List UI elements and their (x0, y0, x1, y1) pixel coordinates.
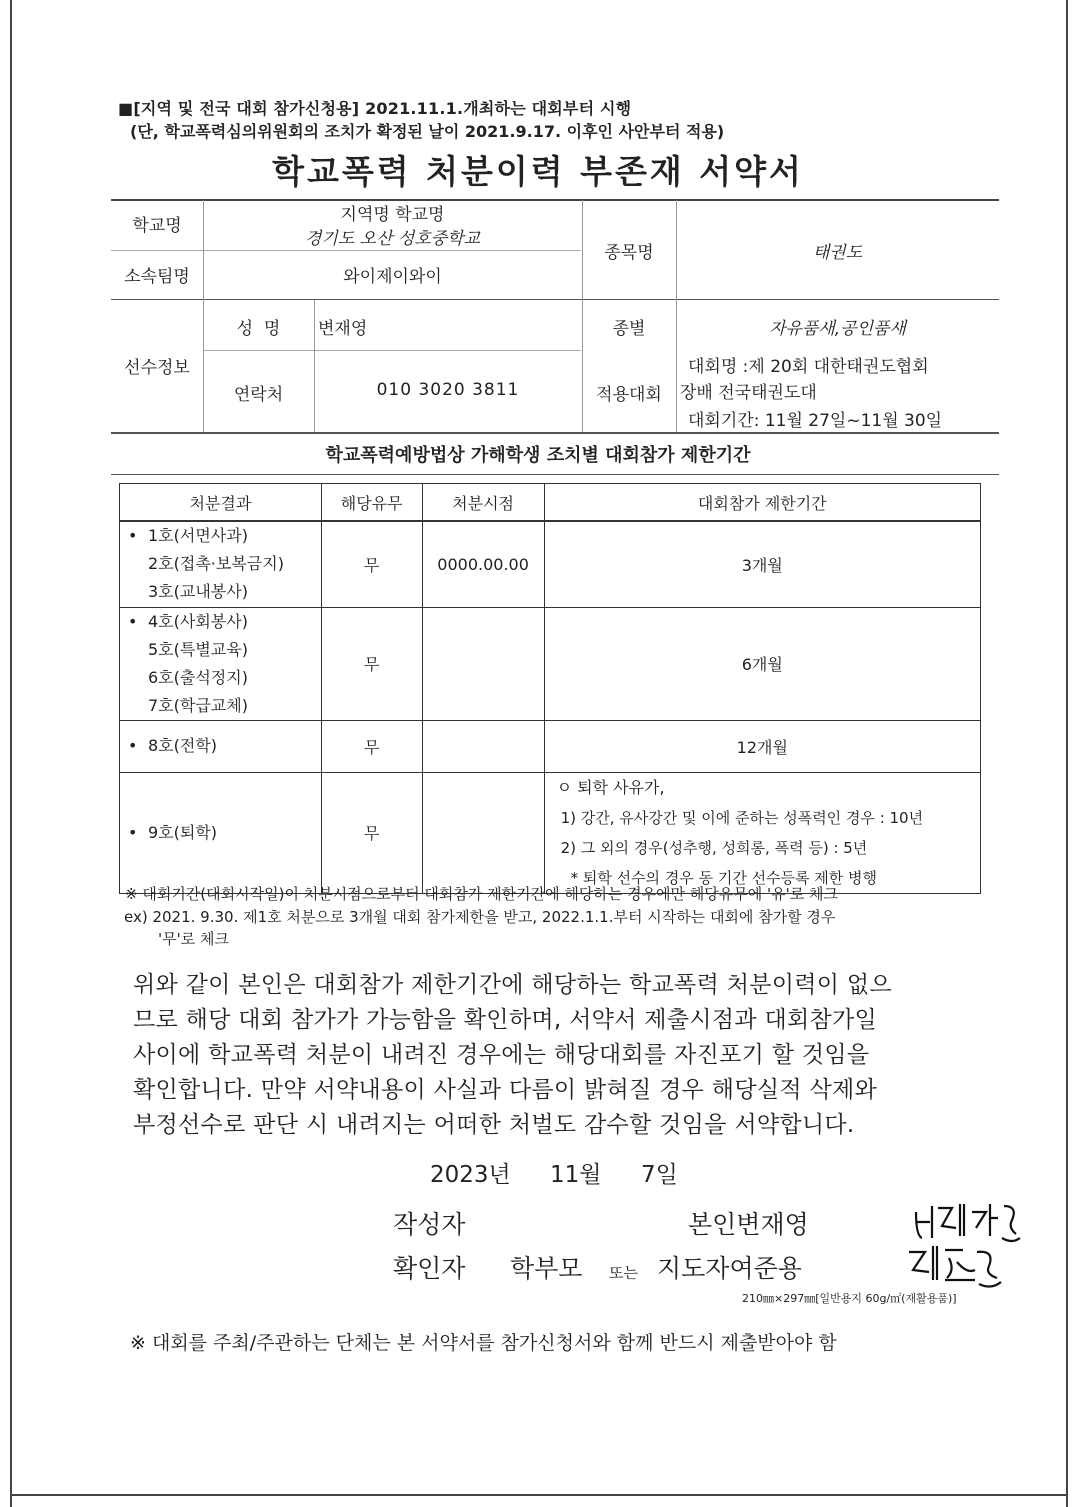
pledge-line: 므로 해당 대회 참가가 가능함을 확인하며, 서약서 제출시점과 대회참가일 (133, 1007, 878, 1033)
restriction-table (119, 483, 981, 894)
date-cell: 0000.00.00 (422, 521, 544, 607)
disposition-item: 9호(퇴학) (148, 822, 218, 842)
writer-value: 본인변재영 (688, 1210, 809, 1239)
page-border-right (1066, 0, 1068, 1507)
contact-label: 연락처 (233, 385, 284, 405)
expulsion-note-3: * 퇴학 선수의 경우 동 기간 선수등록 제한 병행 (570, 868, 878, 887)
header-period: 대회참가 제한기간 (544, 484, 980, 522)
bullet: • (128, 822, 138, 842)
parent-label: 학부모 (510, 1254, 583, 1283)
disposition-list (120, 819, 321, 847)
date-cell (422, 772, 544, 893)
team-value: 와이제이와이 (343, 267, 442, 287)
confirmer-signature (905, 1240, 1005, 1294)
page-border-left (10, 0, 12, 1507)
division-label: 종별 (612, 319, 646, 339)
document-title: 학교폭력 처분이력 부존재 서약서 (272, 152, 804, 191)
player-info-label: 선수정보 (124, 358, 190, 378)
header-result: 처분결과 (120, 484, 322, 522)
team-label: 소속팀명 (124, 267, 190, 287)
disposition-item: 3호(교내봉사) (148, 582, 248, 602)
disposition-list (120, 732, 321, 760)
sport-value: 태권도 (812, 243, 863, 263)
header-line-2: (단, 학교폭력심의위원회의 조치가 확정된 날이 2021.9.17. 이후인 사안부터 적용) (130, 122, 725, 141)
footnote-1: ※ 대회기간(대회시작일)이 처분시점으로부터 대회참가 제한기간에 해당하는 경우에만 해당유무에 '유'로 체크 (125, 885, 838, 903)
header-applicable: 해당유무 (321, 484, 422, 522)
pledge-line: 확인합니다. 만약 서약내용이 사실과 다름이 밝혀질 경우 해당실적 삭제와 (133, 1077, 878, 1103)
date-day: 7일 (641, 1162, 678, 1188)
disposition-item: 1호(서면사과) (148, 526, 248, 546)
sport-label: 종목명 (604, 243, 654, 263)
expulsion-note-1: 1) 강간, 유사강간 및 이에 준하는 성폭력인 경우 : 10년 (560, 808, 924, 827)
disposition-item: 2호(접촉·보복금지) (148, 554, 284, 574)
footnote-2: ex) 2021. 9.30. 제1호 처분으로 3개월 대회 참가제한을 받고, 2022.1.1.부터 시작하는 대회에 참가할 경우 (124, 908, 836, 926)
disposition-list (120, 522, 321, 606)
school-label: 학교명 (132, 216, 182, 236)
table-header-row (120, 484, 981, 522)
writer-label: 작성자 (393, 1210, 466, 1239)
competition-label: 적용대회 (596, 385, 662, 405)
pledge-line: 부정선수로 판단 시 내려지는 어떠한 처벌도 감수할 것임을 서약합니다. (133, 1112, 855, 1138)
expulsion-note-2: 2) 그 외의 경우(성추행, 성희롱, 폭력 등) : 5년 (560, 838, 868, 857)
period-cell: 3개월 (544, 521, 980, 607)
or-label: 또는 (609, 1264, 638, 1282)
disposition-item: 4호(사회봉사) (148, 611, 248, 631)
date-cell (422, 607, 544, 720)
pledge-paragraph (133, 968, 993, 1143)
pledge-line: 사이에 학교폭력 처분이 내려진 경우에는 해당대회를 자진포기 할 것임을 (133, 1042, 870, 1068)
table-row (120, 720, 981, 772)
competition-name-2: 장배 전국태권도대 (680, 383, 817, 403)
table-row (120, 521, 981, 607)
disposition-list (120, 608, 321, 720)
applicable-cell: 무 (321, 607, 422, 720)
coach-label: 지도자여준용 (657, 1254, 802, 1283)
disposition-item: 7호(학급교체) (148, 695, 248, 715)
division-value: 자유품새,공인품새 (769, 319, 906, 339)
period-cell: 6개월 (544, 607, 980, 720)
applicable-cell: 무 (321, 521, 422, 607)
bullet: • (128, 736, 138, 755)
period-note-cell (544, 772, 980, 893)
footnote-3: '무'로 체크 (158, 930, 229, 948)
disposition-item: 8호(전학) (148, 736, 218, 755)
expulsion-note-intro: ㅇ 퇴학 사유가, (556, 777, 665, 797)
contact-value: 010 3020 3811 (376, 380, 520, 400)
header-date: 처분시점 (422, 484, 544, 522)
page-border-bottom (10, 1494, 1068, 1496)
disposition-item: 6호(출석정지) (148, 667, 248, 687)
subtitle-divider (111, 474, 999, 475)
header-line-1: ■[지역 및 전국 대회 참가신청용] 2021.11.1.개최하는 대회부터 시행 (118, 99, 632, 118)
disposition-item: 5호(특별교육) (148, 639, 248, 659)
name-value: 변재영 (318, 319, 368, 339)
applicable-cell: 무 (321, 720, 422, 772)
bullet: • (128, 526, 138, 546)
restriction-subtitle: 학교폭력예방법상 가해학생 조치별 대회참가 제한기간 (325, 445, 751, 466)
confirmer-label: 확인자 (393, 1254, 466, 1283)
competition-name-1: 대회명 :제 20회 대한태권도협회 (688, 357, 929, 377)
competition-period: 대회기간: 11월 27일~11월 30일 (688, 411, 943, 431)
bottom-note: ※ 대회를 주최/주관하는 단체는 본 서약서를 참가신청서와 함께 반드시 제출받아야 함 (130, 1332, 837, 1354)
table-row (120, 607, 981, 720)
applicable-cell: 무 (321, 772, 422, 893)
school-sublabel: 지역명 학교명 (340, 205, 445, 225)
date-month: 11월 (550, 1162, 602, 1188)
date-year: 2023년 (430, 1162, 511, 1188)
pledge-line: 위와 같이 본인은 대회참가 제한기간에 해당하는 학교폭력 처분이력이 없으 (133, 972, 892, 998)
name-label: 성 명 (236, 319, 281, 339)
date-cell (422, 720, 544, 772)
paper-spec: 210㎜×297㎜[일반용지 60g/㎡(재활용품)] (742, 1292, 957, 1305)
school-value: 경기도 오산 성호중학교 (304, 229, 481, 249)
table-row (120, 772, 981, 893)
period-cell: 12개월 (544, 720, 980, 772)
bullet: • (128, 611, 138, 631)
